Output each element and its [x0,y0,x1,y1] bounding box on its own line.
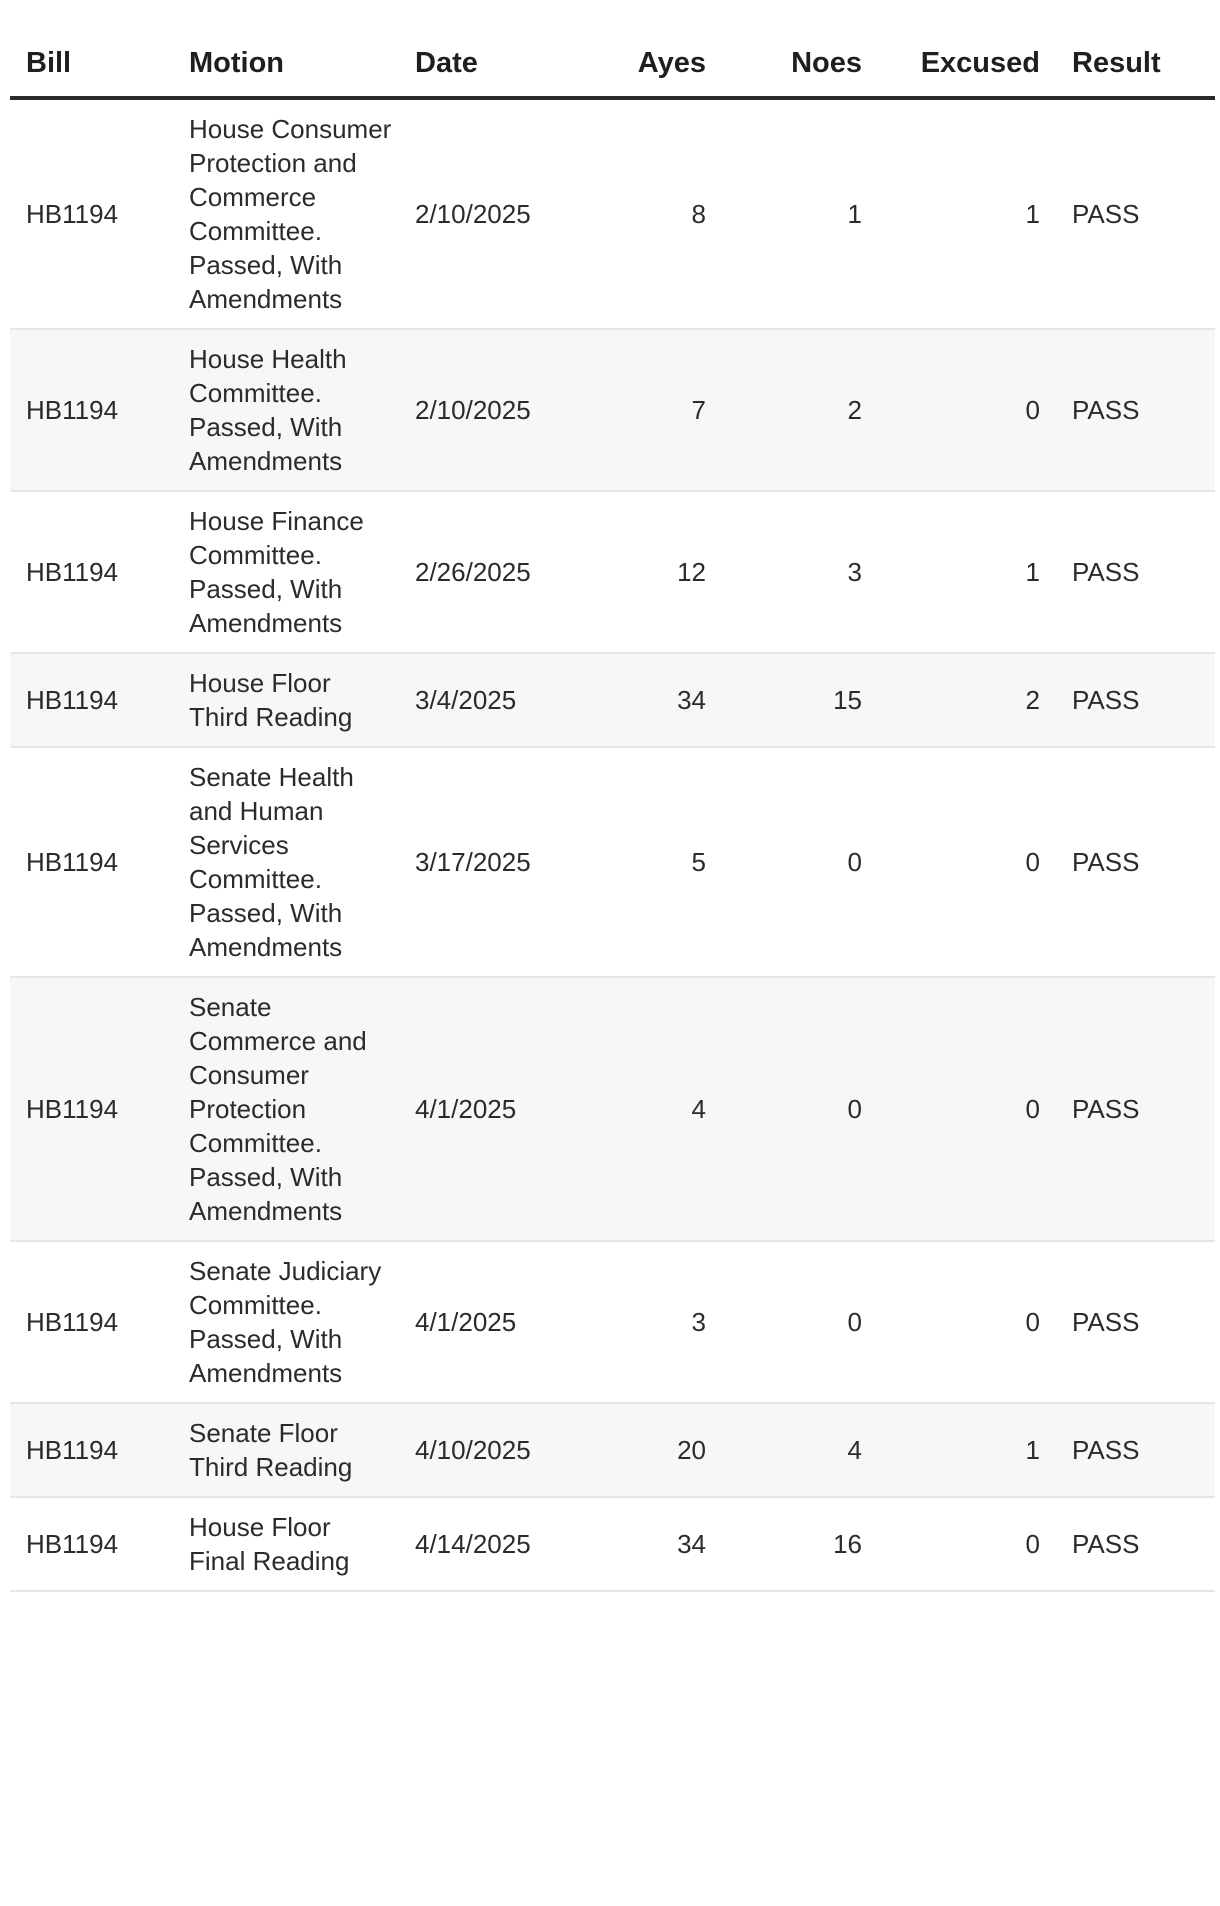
table-row [10,1241,1215,1403]
cell-bill: HB1194 [10,1241,173,1403]
cell-ayes: 34 [599,1497,722,1591]
cell-motion: House Floor Third Reading [173,653,399,747]
cell-result: PASS [1056,1241,1215,1403]
column-header-date[interactable]: Date [399,30,599,98]
cell-excused: 0 [878,1497,1056,1591]
table-row [10,98,1215,329]
column-header-result[interactable]: Result [1056,30,1215,98]
cell-excused: 1 [878,98,1056,329]
cell-date: 3/4/2025 [399,653,599,747]
cell-noes: 0 [722,1241,878,1403]
cell-date: 4/1/2025 [399,977,599,1241]
cell-ayes: 34 [599,653,722,747]
cell-motion: House Finance Committee. Passed, With Amendments [173,491,399,653]
cell-date: 4/14/2025 [399,1497,599,1591]
cell-ayes: 4 [599,977,722,1241]
cell-motion: House Health Committee. Passed, With Amendments [173,329,399,491]
cell-bill: HB1194 [10,747,173,977]
cell-bill: HB1194 [10,98,173,329]
table-row [10,747,1215,977]
cell-bill: HB1194 [10,1497,173,1591]
cell-ayes: 7 [599,329,722,491]
cell-ayes: 5 [599,747,722,977]
cell-excused: 0 [878,977,1056,1241]
cell-result: PASS [1056,977,1215,1241]
vote-history-table [10,30,1215,1592]
cell-ayes: 20 [599,1403,722,1497]
cell-noes: 1 [722,98,878,329]
cell-motion: Senate Health and Human Services Committee. Passed, With Amendments [173,747,399,977]
cell-result: PASS [1056,747,1215,977]
cell-date: 3/17/2025 [399,747,599,977]
column-header-excused[interactable]: Excused [878,30,1056,98]
cell-ayes: 3 [599,1241,722,1403]
cell-result: PASS [1056,1497,1215,1591]
cell-motion: House Floor Final Reading [173,1497,399,1591]
cell-date: 4/10/2025 [399,1403,599,1497]
table-body [10,98,1215,1591]
cell-result: PASS [1056,98,1215,329]
cell-bill: HB1194 [10,329,173,491]
cell-date: 2/10/2025 [399,98,599,329]
cell-excused: 1 [878,491,1056,653]
cell-motion: House Consumer Protection and Commerce Committee. Passed, With Amendments [173,98,399,329]
column-header-noes[interactable]: Noes [722,30,878,98]
table-header [10,30,1215,98]
cell-noes: 16 [722,1497,878,1591]
cell-excused: 2 [878,653,1056,747]
cell-motion: Senate Judiciary Committee. Passed, With Amendments [173,1241,399,1403]
cell-excused: 1 [878,1403,1056,1497]
cell-result: PASS [1056,491,1215,653]
cell-date: 2/10/2025 [399,329,599,491]
column-header-ayes[interactable]: Ayes [599,30,722,98]
cell-excused: 0 [878,329,1056,491]
table-row [10,491,1215,653]
table-row [10,1497,1215,1591]
cell-noes: 2 [722,329,878,491]
cell-noes: 15 [722,653,878,747]
cell-bill: HB1194 [10,977,173,1241]
column-header-motion[interactable]: Motion [173,30,399,98]
cell-bill: HB1194 [10,491,173,653]
cell-motion: Senate Floor Third Reading [173,1403,399,1497]
cell-noes: 3 [722,491,878,653]
cell-noes: 0 [722,747,878,977]
table-row [10,329,1215,491]
cell-result: PASS [1056,329,1215,491]
column-header-bill[interactable]: Bill [10,30,173,98]
vote-history-table-container [10,30,1215,1592]
cell-bill: HB1194 [10,653,173,747]
cell-result: PASS [1056,653,1215,747]
cell-bill: HB1194 [10,1403,173,1497]
table-row [10,653,1215,747]
cell-ayes: 12 [599,491,722,653]
cell-ayes: 8 [599,98,722,329]
cell-excused: 0 [878,747,1056,977]
cell-date: 2/26/2025 [399,491,599,653]
cell-result: PASS [1056,1403,1215,1497]
header-row [10,30,1215,98]
cell-motion: Senate Commerce and Consumer Protection Committee. Passed, With Amendments [173,977,399,1241]
table-row [10,1403,1215,1497]
cell-date: 4/1/2025 [399,1241,599,1403]
cell-noes: 4 [722,1403,878,1497]
table-row [10,977,1215,1241]
cell-excused: 0 [878,1241,1056,1403]
cell-noes: 0 [722,977,878,1241]
